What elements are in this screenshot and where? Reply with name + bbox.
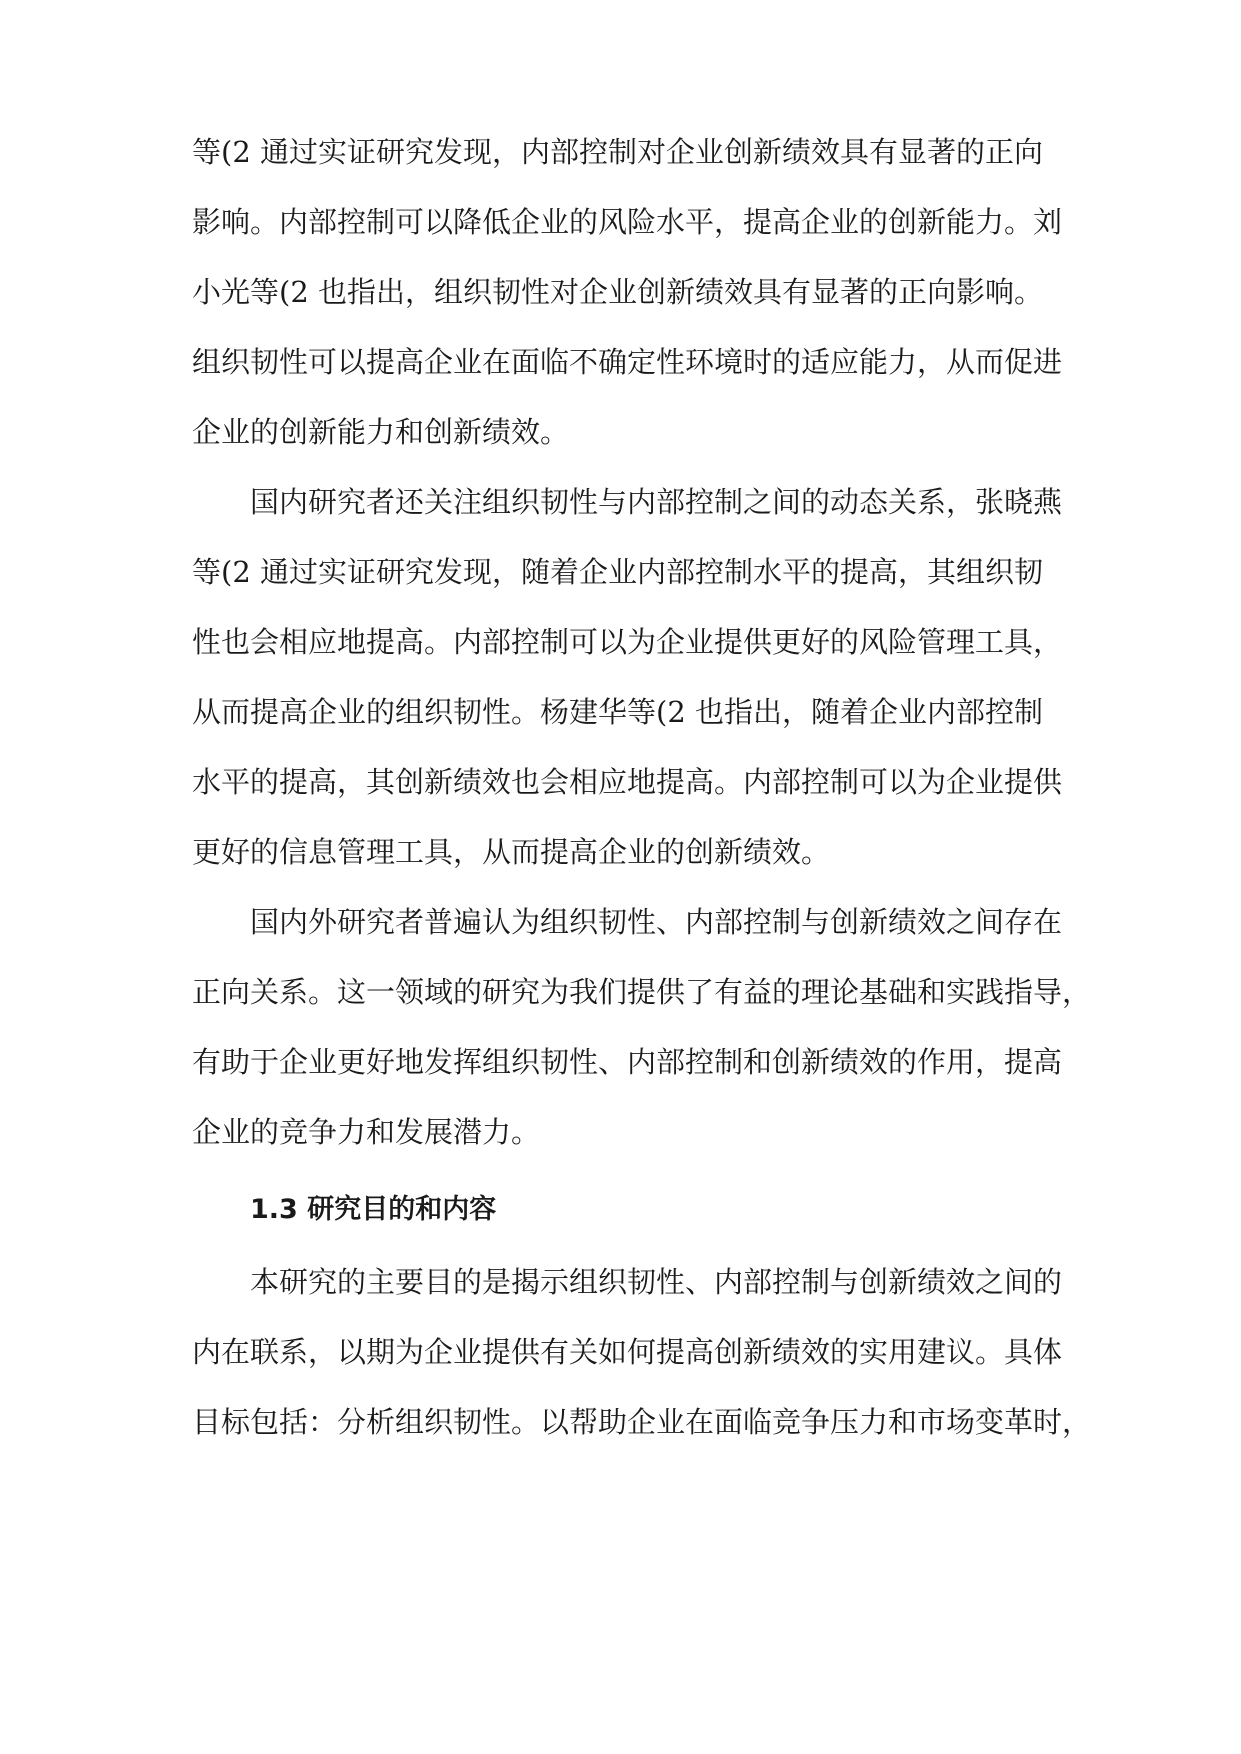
section-heading: 1.3 研究目的和内容 — [250, 1194, 497, 1225]
text-line: 等(2 通过实证研究发现，随着企业内部控制水平的提高，其组织韧 — [192, 555, 1043, 589]
text-line: 企业的竞争力和发展潜力。 — [192, 1115, 541, 1149]
text-line: 企业的创新能力和创新绩效。 — [192, 415, 570, 449]
text-line: 更好的信息管理工具，从而提高企业的创新绩效。 — [192, 835, 831, 869]
text-line: 影响。内部控制可以降低企业的风险水平，提高企业的创新能力。刘 — [192, 205, 1063, 239]
text-line: 有助于企业更好地发挥组织韧性、内部控制和创新绩效的作用，提高 — [192, 1045, 1063, 1079]
text-line: 内在联系，以期为企业提供有关如何提高创新绩效的实用建议。具体 — [192, 1335, 1063, 1369]
text-line: 国内外研究者普遍认为组织韧性、内部控制与创新绩效之间存在 — [250, 905, 1063, 939]
text-line: 本研究的主要目的是揭示组织韧性、内部控制与创新绩效之间的 — [250, 1265, 1063, 1299]
text-line: 水平的提高，其创新绩效也会相应地提高。内部控制可以为企业提供 — [192, 765, 1063, 799]
text-line: 小光等(2 也指出，组织韧性对企业创新绩效具有显著的正向影响。 — [192, 275, 1043, 309]
text-line: 等(2 通过实证研究发现，内部控制对企业创新绩效具有显著的正向 — [192, 135, 1043, 169]
text-line: 性也会相应地提高。内部控制可以为企业提供更好的风险管理工具， — [192, 625, 1063, 659]
text-line: 从而提高企业的组织韧性。杨建华等(2 也指出，随着企业内部控制 — [192, 695, 1043, 729]
text-line: 组织韧性可以提高企业在面临不确定性环境时的适应能力，从而促进 — [192, 345, 1063, 379]
text-line: 目标包括：分析组织韧性。以帮助企业在面临竞争压力和市场变革时， — [192, 1405, 1092, 1439]
text-line: 正向关系。这一领域的研究为我们提供了有益的理论基础和实践指导， — [192, 975, 1092, 1009]
text-line: 国内研究者还关注组织韧性与内部控制之间的动态关系，张晓燕 — [250, 485, 1063, 519]
